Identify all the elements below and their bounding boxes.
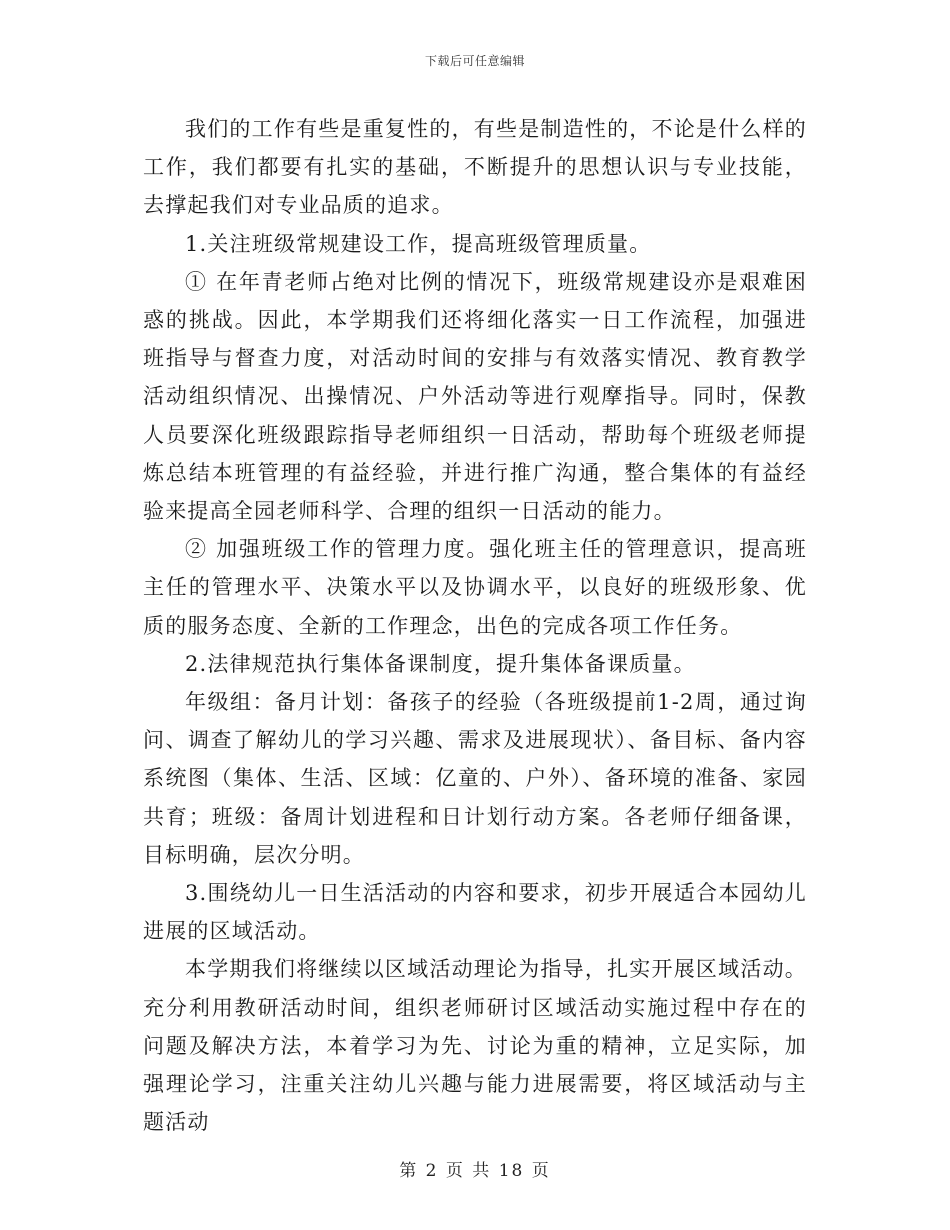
paragraph-item-1: ① 在年青老师占绝对比例的情况下，班级常规建设亦是艰难困惑的挑战。因此，本学期我们还将细化落实一日工作流程，加强进班指导与督查力度，对活动时间的安排与有效落实情况、教育教学活动组织情况、出操情况、户外活动等进行观摩指导。同时，保教人员要深化班级跟踪指导老师组织一日活动，帮助每个班级老师提炼总结本班管理的有益经验，并进行推广沟通，整合集体的有益经验来提高全园老师科学、合理的组织一日活动的能力。 [143, 269, 807, 524]
paragraph-area-activity: 本学期我们将继续以区域活动理论为指导，扎实开展区域活动。充分利用教研活动时间，组织老师研讨区域活动实施过程中存在的问题及解决方法，本着学习为先、讨论为重的精神，立足实际，加强理论学习，注重关注幼儿兴趣与能力进展需要，将区域活动与主题活动 [143, 957, 807, 1135]
page-number: 第 2 页 共 18 页 [399, 1161, 551, 1181]
page-header-note: 下载后可任意编辑 [424, 54, 525, 68]
paragraph-grade-group: 年级组：备月计划：备孩子的经验（各班级提前1-2周，通过询问、调查了解幼儿的学习兴趣、需求及进展现状）、备目标、备内容系统图（集体、生活、区域：亿童的、户外）、备环境的准备、家园共育；班级：备周计划进程和日计划行动方案。各老师仔细备课，目标明确，层次分明。 [143, 690, 807, 867]
section-heading-2: 2.法律规范执行集体备课制度，提升集体备课质量。 [185, 651, 696, 676]
document-body [143, 110, 807, 1141]
section-heading-1: 1.关注班级常规建设工作，提高班级管理质量。 [185, 231, 652, 256]
paragraph-intro: 我们的工作有些是重复性的，有些是制造性的，不论是什么样的工作，我们都要有扎实的基础，不断提升的思想认识与专业技能，去撑起我们对专业品质的追求。 [143, 117, 807, 218]
paragraph-item-2: ② 加强班级工作的管理力度。强化班主任的管理意识，提高班主任的管理水平、决策水平以及协调水平，以良好的班级形象、优质的服务态度、全新的工作理念，出色的完成各项工作任务。 [143, 537, 807, 638]
section-heading-3: 3.围绕幼儿一日生活活动的内容和要求，初步开展适合本园幼儿进展的区域活动。 [143, 881, 807, 944]
